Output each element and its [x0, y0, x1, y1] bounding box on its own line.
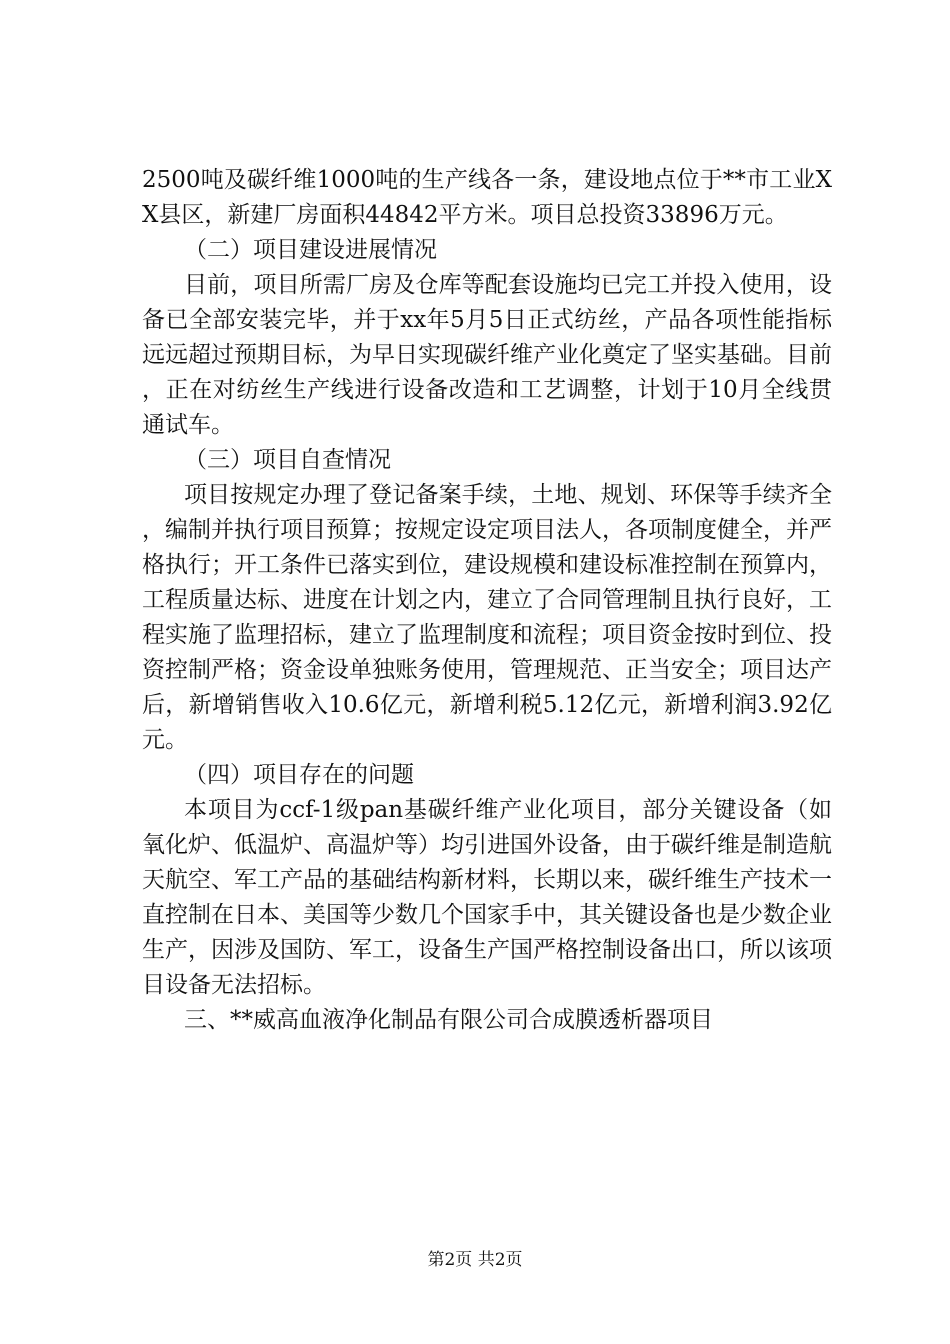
section-title-dialyzer-project: 三、**威高血液净化制品有限公司合成膜透析器项目 [184, 1007, 713, 1033]
document-body [142, 163, 832, 1038]
paragraph-construction-progress: 目前，项目所需厂房及仓库等配套设施均已完工并投入使用，设备已全部安装完毕，并于xx年5月5日正式纺丝，产品各项性能指标远远超过预期目标，为早日实现碳纤维产业化奠定了坚实基础。目前，正在对纺丝生产线进行设备改造和工艺调整，计划于10月全线贯通试车。 [142, 272, 832, 438]
heading-existing-problems: （四）项目存在的问题 [184, 762, 414, 788]
heading-construction-progress: （二）项目建设进展情况 [184, 237, 437, 263]
page-number-footer: 第2页 共2页 [427, 1250, 523, 1270]
heading-self-inspection: （三）项目自查情况 [184, 447, 391, 473]
paragraph-project-scale: 2500吨及碳纤维1000吨的生产线各一条，建设地点位于**市工业XX县区，新建厂房面积44842平方米。项目总投资33896万元。 [142, 167, 832, 228]
paragraph-existing-problems: 本项目为ccf-1级pan基碳纤维产业化项目，部分关键设备（如氧化炉、低温炉、高温炉等）均引进国外设备，由于碳纤维是制造航天航空、军工产品的基础结构新材料，长期以来，碳纤维生产技术一直控制在日本、美国等少数几个国家手中，其关键设备也是少数企业生产，因涉及国防、军工，设备生产国严格控制设备出口，所以该项目设备无法招标。 [142, 797, 832, 998]
paragraph-self-inspection: 项目按规定办理了登记备案手续，土地、规划、环保等手续齐全，编制并执行项目预算；按规定设定项目法人，各项制度健全，并严格执行；开工条件已落实到位，建设规模和建设标准控制在预算内，工程质量达标、进度在计划之内，建立了合同管理制且执行良好，工程实施了监理招标，建立了监理制度和流程；项目资金按时到位、投资控制严格；资金设单独账务使用，管理规范、正当安全；项目达产后，新增销售收入10.6亿元，新增利税5.12亿元，新增利润3.92亿元。 [142, 482, 832, 753]
